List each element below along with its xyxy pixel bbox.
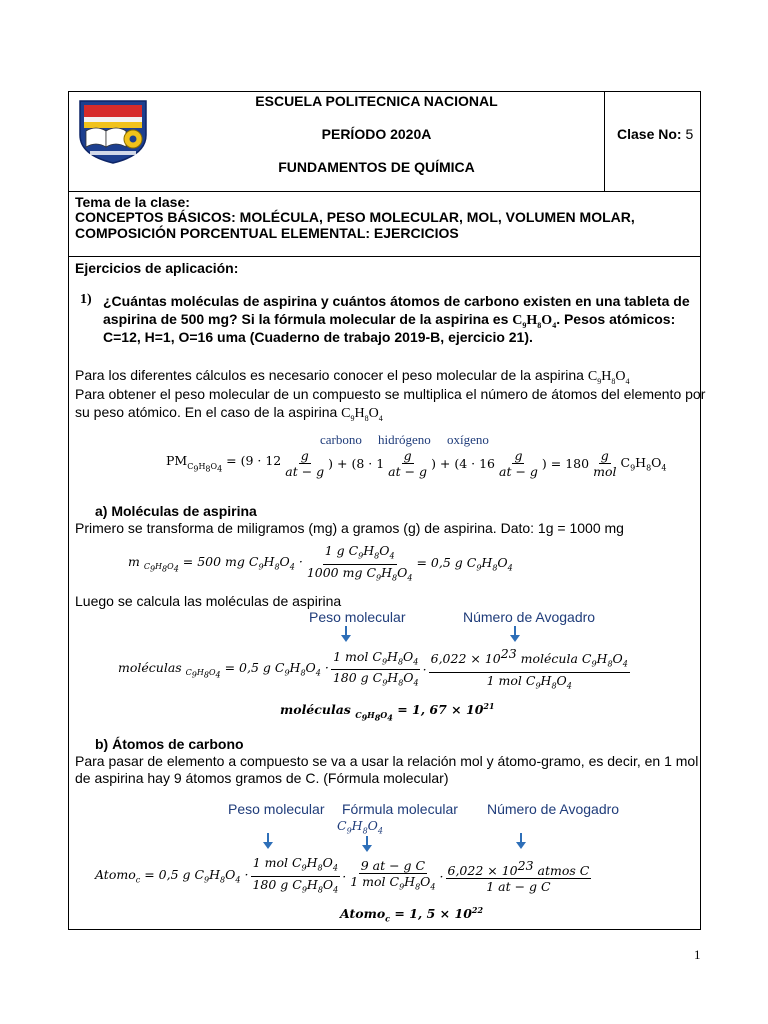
formula-inline: $C_9H_8O_4$ xyxy=(512,313,557,330)
class-label: Clase No: xyxy=(617,126,682,142)
paragraph-2b xyxy=(75,403,383,428)
pm-result: 180 xyxy=(565,456,590,471)
atoms-result: Atomo$_c$ = 1, $5 \times 10^{22}$ xyxy=(340,905,484,924)
arrow-down-icon xyxy=(267,833,269,843)
header-divider-right xyxy=(604,91,605,192)
label-peso-molecular-b: Peso molecular xyxy=(228,801,325,817)
arrow-down-icon xyxy=(514,626,516,636)
class-number: 5 xyxy=(685,126,694,142)
topic-line-1: CONCEPTOS BÁSICOS: MOLÉCULA, PESO MOLECULAR, MOL, VOLUMEN MOLAR, xyxy=(75,209,635,225)
molecules-equation: moléculas $_{C_9H_8O_4}$ = 0,5 g $C_9H_8O_4$ · $\frac{1 mol C_9H_8O_4}{180 g C_9H_8O_4}$ · $\frac{6,022 \times 10^{23} molécula C_9H_8O_4}{1 mol C_9H_8O_4}$ xyxy=(118,646,628,691)
pm-equation: $PM_{C_9H_8O_4} = (9 \cdot 12$ $\frac{g}{at - g}$ ) + (8 · 1 $\frac{g}{at - g}$ ) + (4 · 16 $\frac{g}{at - g}$ ) = 180 $\frac{g}{\text{mol}}$ $C_9H_8O_4$ xyxy=(166,448,667,479)
atoms-result-exponent: 22 xyxy=(471,905,484,915)
arrow-down-icon xyxy=(366,836,368,846)
atoms-equation: Atomo$_c$ = 0,5 g $C_9H_8O_4$ · $\frac{1 mol C_9H_8O_4}{180 g C_9H_8O_4}$ · $\frac{\text{9 at − g C}}{1 mol C_9H_8O_4}$ · $\frac{6,022 \times 10^{23} atmos C}{\text{1 at − g C}}$ xyxy=(95,855,590,895)
header-divider-left xyxy=(68,91,69,192)
question-line-1: ¿Cuántas moléculas de aspirina y cuántos átomos de carbono existen en una tableta de xyxy=(103,293,690,309)
exercises-heading: Ejercicios de aplicación: xyxy=(75,260,239,276)
mass-value: 500 xyxy=(197,553,222,569)
section-b-title: b) Átomos de carbono xyxy=(95,736,244,752)
atoms-result-value: 1, 5 × 10 xyxy=(409,906,472,922)
topic-line-2: COMPOSICIÓN PORCENTUAL ELEMENTAL: EJERCICIOS xyxy=(75,225,459,241)
mass-result: 0,5 xyxy=(430,555,451,571)
period: PERÍODO 2020A xyxy=(321,126,432,142)
pm-label-hidrogeno: hidrógeno xyxy=(378,432,431,447)
avogadro-constant: 6,022 × 10 xyxy=(430,651,501,667)
arrow-down-icon xyxy=(520,833,522,843)
section-b-text-2: de aspirina hay 9 átomos gramos de C. (Fórmula molecular) xyxy=(75,770,449,786)
paragraph-1-text: Para los diferentes cálculos es necesario conocer el peso molecular de la aspirina xyxy=(75,367,584,383)
pm-label-oxigeno: oxígeno xyxy=(447,432,489,447)
school-name: ESCUELA POLITECNICA NACIONAL xyxy=(255,93,498,109)
label-peso-molecular-a: Peso molecular xyxy=(309,609,406,625)
avogadro-exponent-b: 23 xyxy=(517,857,534,873)
formula-inline: $C_9H_8O_4$ xyxy=(341,406,383,423)
avogadro-exponent: 23 xyxy=(500,646,517,661)
arrow-down-icon xyxy=(345,626,347,636)
class-number-cell xyxy=(617,126,693,142)
question-line-2-a: aspirina de 500 mg? Si la fórmula molecular de la aspirina es xyxy=(103,311,509,327)
section-a-text: Primero se transforma de miligramos (mg) a gramos (g) de aspirina. Dato: 1g = 1000 mg xyxy=(75,520,624,536)
section-b-text-1: Para pasar de elemento a compuesto se va a usar la relación mol y átomo-gramo, es decir, en 1 mol xyxy=(75,753,699,769)
molecules-result-exponent: 21 xyxy=(483,701,495,711)
molecules-result: moléculas $_{C_9H_8O_4}$ = 1, $67 \times 10^{21}$ xyxy=(280,701,495,723)
formula-inline: $C_9H_8O_4$ xyxy=(587,369,630,386)
pm-label-carbono: carbono xyxy=(320,432,362,447)
school-logo xyxy=(72,95,154,165)
formula-under-label: $C_9H_8O_4$ xyxy=(337,818,384,836)
question-line-3: C=12, H=1, O=16 uma (Cuaderno de trabajo 2019-B, ejercicio 21). xyxy=(103,329,533,345)
course-name: FUNDAMENTOS DE QUÍMICA xyxy=(278,159,475,175)
label-avogadro-b: Número de Avogadro xyxy=(487,801,620,817)
label-avogadro-a: Número de Avogadro xyxy=(463,609,596,625)
label-formula-molecular: Fórmula molecular xyxy=(342,801,458,817)
molecules-result-value: 1, 67 × 10 xyxy=(412,702,484,718)
section-a-title: a) Moléculas de aspirina xyxy=(95,503,257,519)
page-number: 1 xyxy=(694,947,701,962)
question-number: 1) xyxy=(80,292,92,307)
section-a-text-2: Luego se calcula las moléculas de aspirina xyxy=(75,593,342,609)
topic-label: Tema de la clase: xyxy=(75,194,190,210)
avogadro-constant-b: 6,022 × 10 xyxy=(447,863,518,879)
question-line-2-b: . Pesos atómicos: xyxy=(556,311,676,327)
mass-conversion-equation: m $_{C_9H_8O_4}$ = 500 mg $C_9H_8O_4$ · $\frac{1 g C_9H_8O_4}{1000 mg C_9H_8O_4}$ = 0,5 g $C_9H_8O_4$ xyxy=(128,543,513,582)
paragraph-2a: Para obtener el peso molecular de un compuesto se multiplica el número de átomos del elemento por xyxy=(75,386,706,402)
paragraph-2b-text: su peso atómico. En el caso de la aspirina xyxy=(75,404,338,420)
